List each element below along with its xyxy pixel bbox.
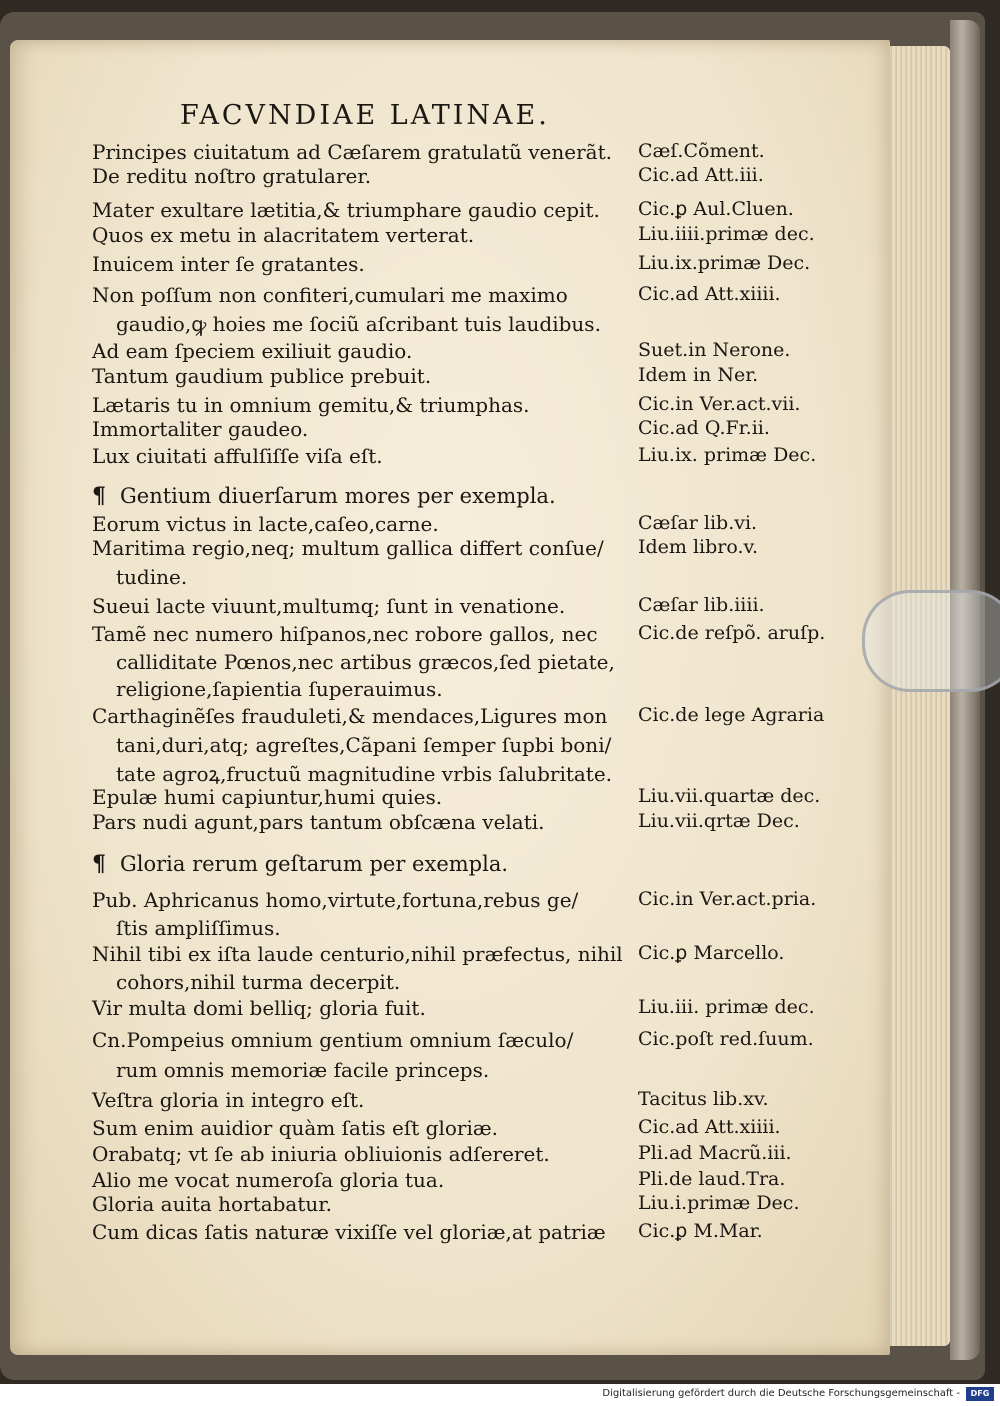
line-text: Vir multa domi belliq; gloria fuit. xyxy=(92,996,426,1020)
line-text: Epulæ humi capiuntur,humi quies. xyxy=(92,785,443,809)
line-citation: Cic.ꝑ Aul.Cluen. xyxy=(638,198,794,220)
line-text: Lætaris tu in omnium gemitu,& triumphas. xyxy=(92,393,530,417)
line-citation: Liu.ix.primæ Dec. xyxy=(638,252,811,274)
line-citation: Cic.ad Att.iii. xyxy=(638,164,764,186)
line-citation: Cic.ad Q.Fr.ii. xyxy=(638,417,770,439)
line-citation: Cic.ꝑ Marcello. xyxy=(638,942,785,964)
text-line xyxy=(92,704,882,736)
line-text: Mater exultare lætitia,& triumphare gaudio cepit. xyxy=(92,198,600,222)
line-text: Pars nudi agunt,pars tantum obſcæna velati. xyxy=(92,810,545,834)
line-citation: Liu.vii.quartæ dec. xyxy=(638,785,821,807)
line-citation: Cic.ad Att.xiiii. xyxy=(638,1116,781,1138)
page-edges xyxy=(888,46,950,1346)
line-citation: Idem libro.v. xyxy=(638,536,759,558)
line-citation: Liu.vii.qrtæ Dec. xyxy=(638,810,800,832)
line-citation: Cæſ.Cõment. xyxy=(638,140,765,162)
line-text: Cum dicas ſatis naturæ vixiſſe vel gloriæ,at patriæ xyxy=(92,1220,606,1244)
text-line xyxy=(92,565,882,597)
line-text: rum omnis memoriæ facile princeps. xyxy=(116,1058,490,1082)
line-text: Sueui lacte viuunt,multumq; ſunt in venatione. xyxy=(92,594,566,618)
line-text: gaudio,ꝙ hoies me ſociũ aſcribant tuis laudibus. xyxy=(116,312,601,336)
line-text: Quos ex metu in alacritatem verterat. xyxy=(92,223,475,247)
text-line xyxy=(92,444,882,476)
text-line xyxy=(92,310,882,342)
line-text: Nihil tibi ex iſta laude centurio,nihil præfectus, nihil xyxy=(92,942,623,966)
line-text: Gloria auita hortabatur. xyxy=(92,1192,332,1216)
line-text: tate agroꝝ,fructuũ magnitudine vrbis ſalubritate. xyxy=(116,762,613,786)
line-citation: Cic.de lege Agraria xyxy=(638,704,825,726)
line-text: Maritima regio,neq; multum gallica differt conſue/ xyxy=(92,536,604,560)
page-clip xyxy=(862,590,1000,692)
line-text: Tantum gaudium publice prebuit. xyxy=(92,364,432,388)
text-line xyxy=(92,1028,882,1060)
line-text: De reditu noſtro gratularer. xyxy=(92,164,372,188)
text-line xyxy=(92,1220,882,1252)
line-citation: Liu.i.primæ Dec. xyxy=(638,1192,800,1214)
text-line xyxy=(92,536,882,568)
text-line xyxy=(92,223,882,255)
line-citation: Pli.ad Macrũ.iii. xyxy=(638,1142,792,1164)
dfg-logo-icon[interactable]: DFG xyxy=(966,1387,994,1401)
text-line xyxy=(92,252,882,284)
line-citation: Liu.iii. primæ dec. xyxy=(638,996,815,1018)
line-text: Veſtra gloria in integro eſt. xyxy=(92,1088,365,1112)
text-line xyxy=(92,996,882,1028)
line-citation: Idem in Ner. xyxy=(638,364,759,386)
page-header: FACVNDIAE LATINAE. xyxy=(180,100,550,131)
line-text: Principes ciuitatum ad Cæſarem gratulatũ venerãt. xyxy=(92,140,612,164)
line-text: Sum enim auidior quàm ſatis eſt gloriæ. xyxy=(92,1116,498,1140)
line-text: tani,duri,atq; agreſtes,Cãpani ſemper ſupbi boni/ xyxy=(116,733,612,757)
line-citation: Suet.in Nerone. xyxy=(638,339,791,361)
line-text: Immortaliter gaudeo. xyxy=(92,417,309,441)
pilcrow-icon: ¶ xyxy=(92,851,106,877)
line-text: Alio me vocat numeroſa gloria tua. xyxy=(92,1168,445,1192)
line-citation: Cic.poſt red.ſuum. xyxy=(638,1028,814,1050)
line-text: Tamẽ nec numero hiſpanos,nec robore gallos, nec xyxy=(92,622,598,646)
line-text: Carthaginẽſes frauduleti,& mendaces,Ligures mon xyxy=(92,704,608,728)
line-text: Cn.Pompeius omnium gentium omnium ſæculo/ xyxy=(92,1028,574,1052)
section-heading-text: Gloria rerum geſtarum per exempla. xyxy=(120,852,509,876)
line-citation: Liu.ix. primæ Dec. xyxy=(638,444,817,466)
line-citation: Cic.ad Att.xiiii. xyxy=(638,283,781,305)
line-citation: Cic.in Ver.act.pria. xyxy=(638,888,817,910)
line-text: cohors,nihil turma decerpit. xyxy=(116,970,401,994)
text-line xyxy=(92,810,882,842)
line-text: Orabatq; vt ſe ab iniuria obliuionis adſereret. xyxy=(92,1142,550,1166)
footer-bar xyxy=(0,1384,1000,1406)
line-text: religione,ſapientia ſuperauimus. xyxy=(116,677,443,701)
line-text: Inuicem inter ſe gratantes. xyxy=(92,252,365,276)
line-text: calliditate Pœnos,nec artibus græcos,ſed pietate, xyxy=(116,650,615,674)
text-line xyxy=(92,1058,882,1090)
line-text: Lux ciuitati affulſiſſe viſa eſt. xyxy=(92,444,383,468)
line-citation: Cæſar lib.vi. xyxy=(638,512,758,534)
footer-credit: Digitalisierung gefördert durch die Deutsche Forschungsgemeinschaft - xyxy=(602,1388,960,1399)
line-citation: Cic.in Ver.act.vii. xyxy=(638,393,801,415)
line-citation: Cic.de reſpõ. aruſp. xyxy=(638,622,826,644)
text-line xyxy=(92,364,882,396)
line-text: Eorum victus in lacte,caſeo,carne. xyxy=(92,512,439,536)
line-citation: Pli.de laud.Tra. xyxy=(638,1168,786,1190)
section-heading-text: Gentium diuerſarum mores per exempla. xyxy=(120,484,556,508)
line-text: ſtis ampliſſimus. xyxy=(116,916,281,940)
section-heading xyxy=(92,852,882,884)
line-citation: Cic.ꝑ M.Mar. xyxy=(638,1220,763,1242)
line-text: Pub. Aphricanus homo,virtute,fortuna,rebus ge/ xyxy=(92,888,579,912)
line-citation: Cæſar lib.iiii. xyxy=(638,594,765,616)
text-line xyxy=(92,164,882,196)
line-text: Ad eam ſpeciem exiliuit gaudio. xyxy=(92,339,413,363)
line-citation: Liu.iiii.primæ dec. xyxy=(638,223,815,245)
line-text: tudine. xyxy=(116,565,188,589)
line-citation: Tacitus lib.xv. xyxy=(638,1088,769,1110)
pilcrow-icon: ¶ xyxy=(92,483,106,509)
line-text: Non poſſum non confiteri,cumulari me maximo xyxy=(92,283,568,307)
